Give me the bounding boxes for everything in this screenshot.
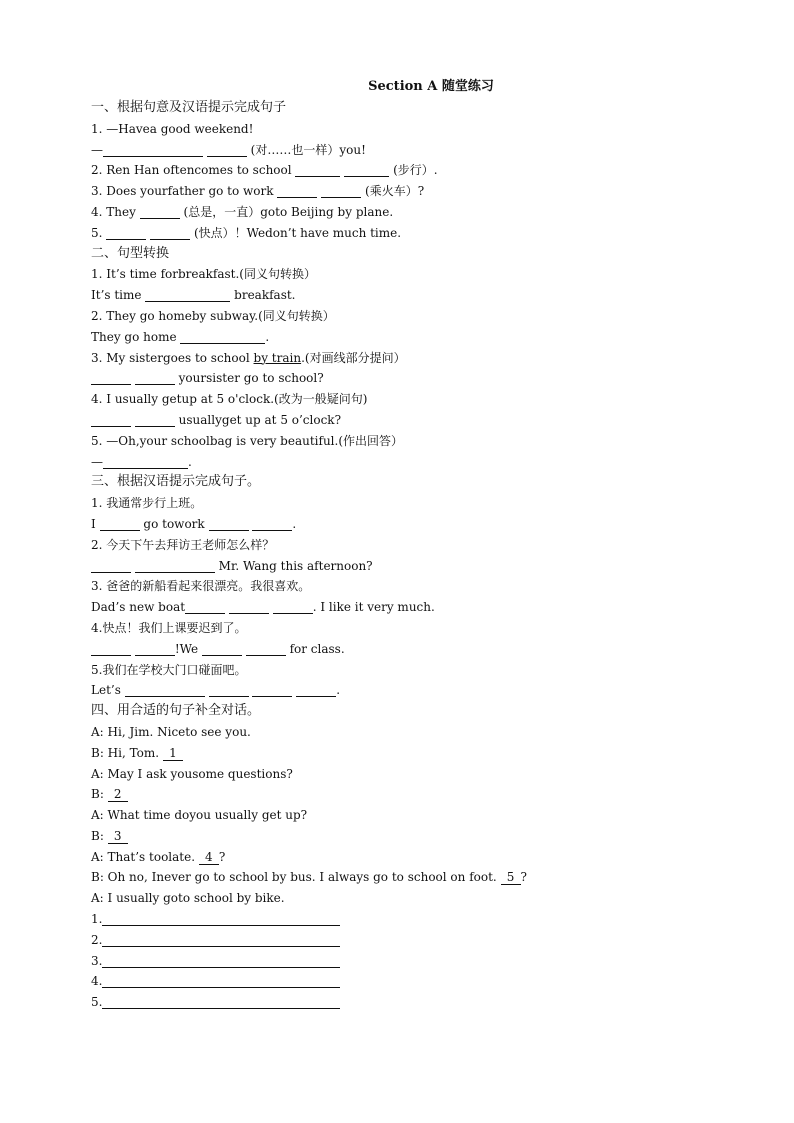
answer-line: 5. bbox=[91, 992, 731, 1013]
blank[interactable] bbox=[344, 162, 389, 177]
dialog-line: B: 3 bbox=[91, 826, 731, 847]
s3-q3-answer: Dad’s new boat . I like it very much. bbox=[91, 600, 435, 615]
blank[interactable] bbox=[91, 641, 131, 656]
blank[interactable] bbox=[100, 516, 140, 531]
blank[interactable] bbox=[125, 682, 205, 697]
blank[interactable] bbox=[252, 516, 292, 531]
dialog-line: A: That’s toolate. 4 ? bbox=[91, 849, 226, 864]
blank[interactable] bbox=[135, 641, 175, 656]
blank[interactable] bbox=[103, 454, 188, 469]
dialog-line: A: I usually goto school by bike. bbox=[91, 891, 285, 906]
s2-q1-prompt: 1. It’s time forbreakfast.(同义句转换） bbox=[91, 267, 316, 282]
blank[interactable] bbox=[296, 682, 336, 697]
blank[interactable] bbox=[150, 225, 190, 240]
blank[interactable] bbox=[209, 682, 249, 697]
answer-line: 2. bbox=[91, 930, 731, 951]
section-4-heading: 四、用合适的句子补全对话。 bbox=[91, 703, 261, 719]
blank[interactable] bbox=[252, 682, 292, 697]
s3-q1-answer: I go towork . bbox=[91, 516, 297, 531]
blank[interactable] bbox=[135, 558, 215, 573]
s2-q2-prompt: 2. They go homeby subway.(同义句转换） bbox=[91, 308, 335, 323]
blank[interactable] bbox=[229, 599, 269, 614]
blank[interactable] bbox=[103, 142, 203, 157]
blank[interactable] bbox=[140, 204, 180, 219]
blank[interactable] bbox=[207, 142, 247, 157]
blank[interactable] bbox=[185, 599, 225, 614]
s3-q5-prompt: 5.我们在学校大门口碰面吧。 bbox=[91, 662, 247, 677]
dialog-line: A: Hi, Jim. Niceto see you. bbox=[91, 724, 251, 739]
blank[interactable] bbox=[180, 329, 265, 344]
worksheet bbox=[91, 77, 731, 1013]
blank[interactable] bbox=[321, 183, 361, 198]
s2-q5-prompt: 5. —Oh,your schoolbag is very beautiful.(作出回答） bbox=[91, 433, 404, 448]
s2-q4-answer: usuallyget up at 5 o’clock? bbox=[91, 410, 731, 431]
s3-q1-prompt: 1. 我通常步行上班。 bbox=[91, 496, 203, 511]
s1-q4: 4. They (总是，一直）goto Beijing by plane. bbox=[91, 204, 394, 219]
s2-q3-prompt: 3. My sistergoes to school by train.(对画线部分提问） bbox=[91, 350, 406, 365]
s1-q3: 3. Does yourfather go to work (乘火车）? bbox=[91, 184, 425, 199]
answer-line: 1. bbox=[91, 909, 731, 930]
dialog-line: B: Oh no, Inever go to school by bus. I always go to school on foot. 5 ? bbox=[91, 870, 527, 885]
blank[interactable] bbox=[202, 641, 242, 656]
blank[interactable] bbox=[145, 287, 230, 302]
blank[interactable] bbox=[106, 225, 146, 240]
s2-q3-answer: yoursister go to school? bbox=[91, 368, 731, 389]
dialog-line: A: What time doyou usually get up? bbox=[91, 808, 308, 823]
gap-number: 3 bbox=[108, 830, 128, 844]
blank[interactable] bbox=[277, 183, 317, 198]
gap-number: 1 bbox=[163, 747, 183, 761]
blank[interactable] bbox=[209, 516, 249, 531]
page-title: Section A 随堂练习 bbox=[368, 79, 494, 94]
blank[interactable] bbox=[135, 412, 175, 427]
answer-blank[interactable] bbox=[102, 911, 340, 926]
s3-q4-prompt: 4.快点！我们上课要迟到了。 bbox=[91, 620, 247, 635]
blank[interactable] bbox=[135, 370, 175, 385]
blank[interactable] bbox=[295, 162, 340, 177]
section-3-heading: 三、根据汉语提示完成句子。 bbox=[91, 474, 261, 490]
underlined-phrase: by train bbox=[253, 350, 302, 365]
dialog-line: B: 2 bbox=[91, 784, 731, 805]
s1-q5: 5. (快点）！Wedon’t have much time. bbox=[91, 225, 402, 240]
answer-line: 4. bbox=[91, 971, 731, 992]
s2-q5-answer: — . bbox=[91, 454, 192, 469]
answer-blank[interactable] bbox=[102, 973, 340, 988]
gap-number: 2 bbox=[108, 788, 128, 802]
s1-q2: 2. Ren Han oftencomes to school (步行）. bbox=[91, 163, 438, 178]
blank[interactable] bbox=[273, 599, 313, 614]
s3-q2-prompt: 2. 今天下午去拜访王老师怎么样？ bbox=[91, 537, 275, 552]
s2-q1-answer: It’s time breakfast. bbox=[91, 288, 296, 303]
blank[interactable] bbox=[91, 412, 131, 427]
answer-line: 3. bbox=[91, 951, 731, 972]
answer-blank[interactable] bbox=[102, 953, 340, 968]
answer-blank[interactable] bbox=[102, 932, 340, 947]
s2-q4-prompt: 4. I usually getup at 5 o'clock.(改为一般疑问句) bbox=[91, 392, 368, 407]
answer-blank[interactable] bbox=[102, 994, 340, 1009]
section-2-heading: 二、句型转换 bbox=[91, 245, 170, 261]
blank[interactable] bbox=[91, 370, 131, 385]
s1-q1-prompt: 1. —Havea good weekend! bbox=[91, 121, 254, 136]
gap-number: 5 bbox=[501, 871, 521, 885]
blank[interactable] bbox=[91, 558, 131, 573]
blank[interactable] bbox=[246, 641, 286, 656]
s3-q5-answer: Let’s . bbox=[91, 683, 341, 698]
s1-q1-answer: — (对……也一样）you! bbox=[91, 142, 366, 157]
section-1-heading: 一、根据句意及汉语提示完成句子 bbox=[91, 100, 287, 115]
s3-q3-prompt: 3. 爸爸的新船看起来很漂亮。我很喜欢。 bbox=[91, 579, 311, 594]
gap-number: 4 bbox=[199, 851, 219, 865]
s3-q2-answer: Mr. Wang this afternoon? bbox=[91, 556, 731, 577]
s2-q2-answer: They go home . bbox=[91, 329, 270, 344]
s3-q4-answer: !We for class. bbox=[91, 639, 731, 660]
dialog-line: B: Hi, Tom. 1 bbox=[91, 743, 731, 764]
dialog-line: A: May I ask yousome questions? bbox=[91, 766, 293, 781]
